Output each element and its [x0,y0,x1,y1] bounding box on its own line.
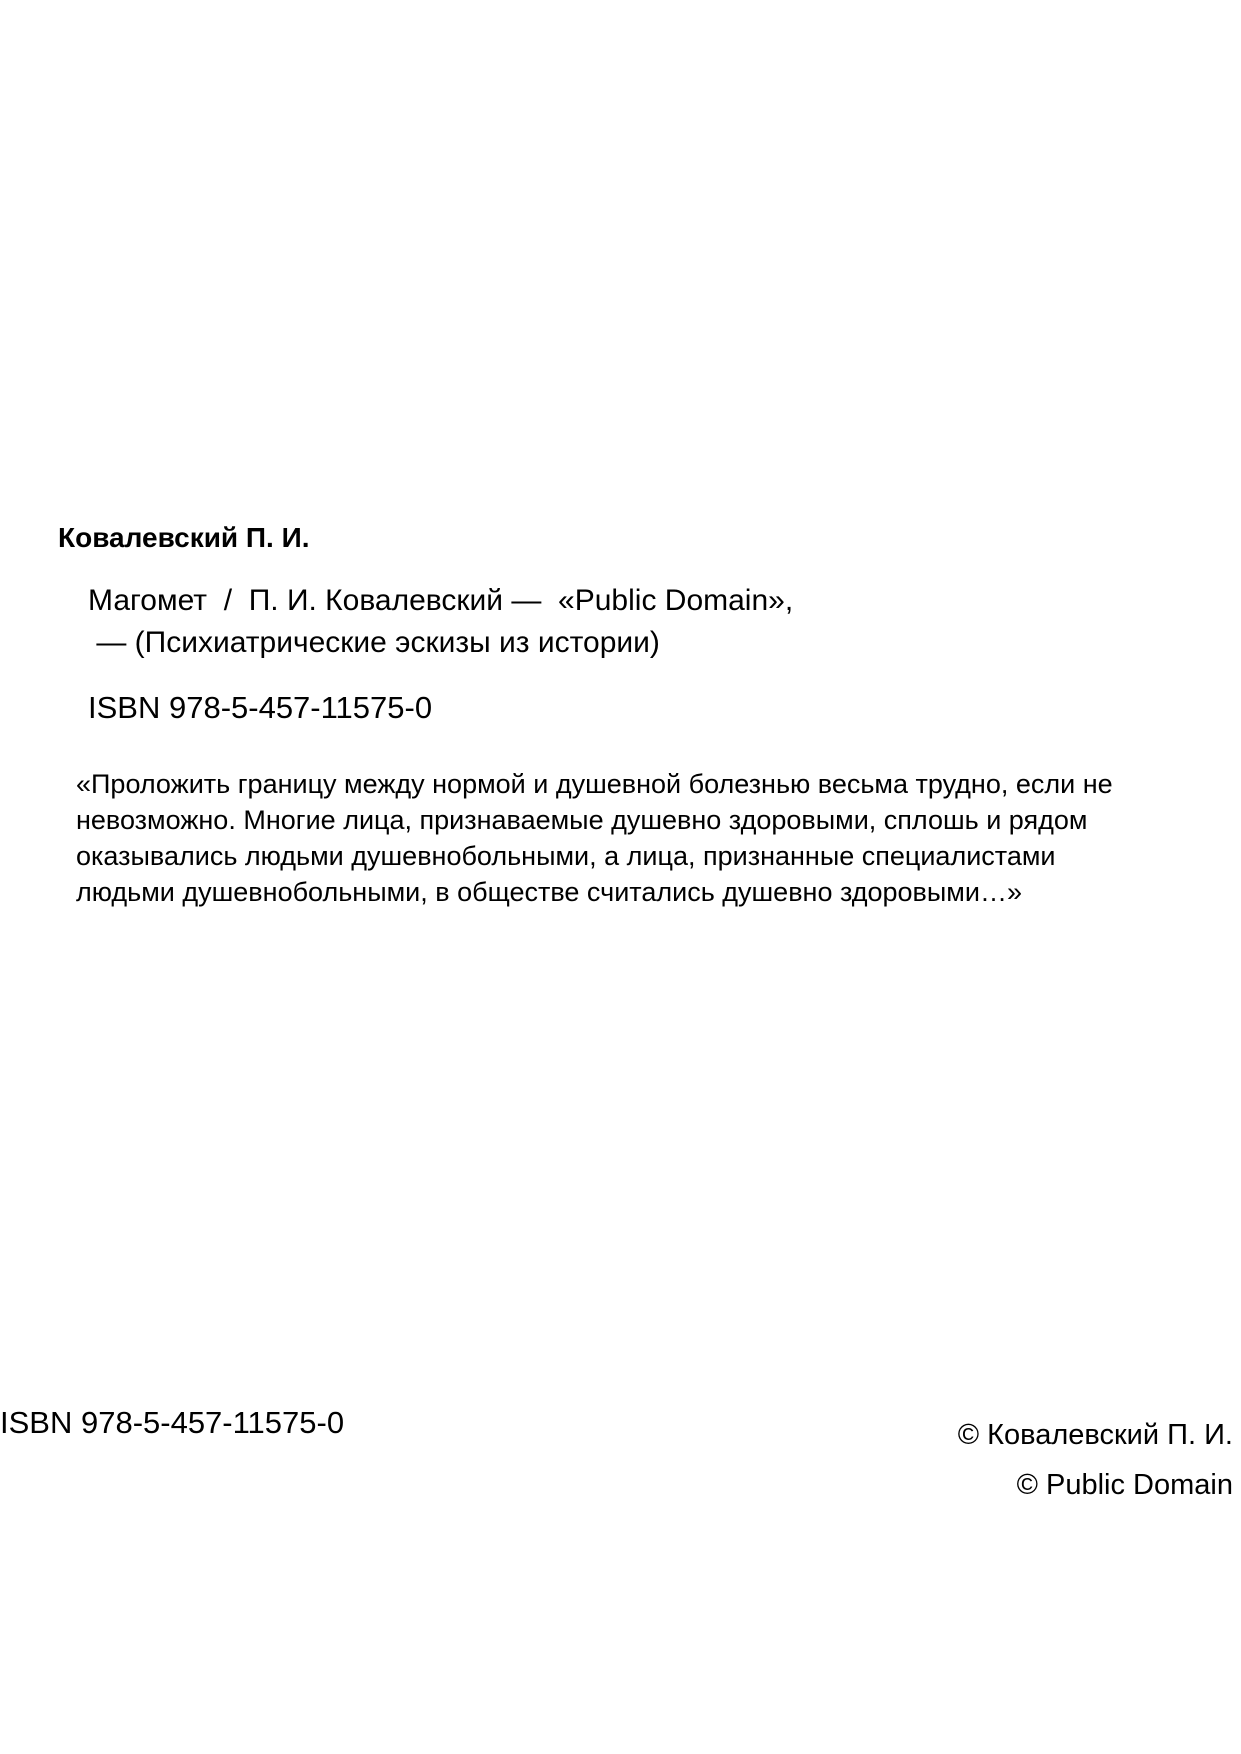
isbn: ISBN 978-5-457-11575-0 [88,690,433,725]
annotation-line: людьми душевнобольными, в обществе считались душевно здоровыми…» [76,877,1022,907]
annotation-line: невозможно. Многие лица, признаваемые душевно здоровыми, сплошь и рядом [76,805,1088,835]
bibliographic-line: Магомет / П. И. Ковалевский — «Public Domain», [88,584,794,617]
bibliographic-description [88,580,793,664]
bibliographic-series: — (Психиатрические эскизы из истории) [88,626,660,659]
annotation [76,766,1236,910]
author-name: Ковалевский П. И. [58,522,310,553]
copyright-publisher: © Public Domain [1016,1469,1233,1501]
footer-isbn: ISBN 978-5-457-11575-0 [0,1405,345,1440]
annotation-line: оказывались людьми душевнобольными, а лица, признанные специалистами [76,841,1056,871]
copyright-author: © Ковалевский П. И. [957,1419,1233,1451]
annotation-line: «Проложить границу между нормой и душевной болезнью весьма трудно, если не [76,769,1113,799]
copyright-block [958,1410,1233,1510]
